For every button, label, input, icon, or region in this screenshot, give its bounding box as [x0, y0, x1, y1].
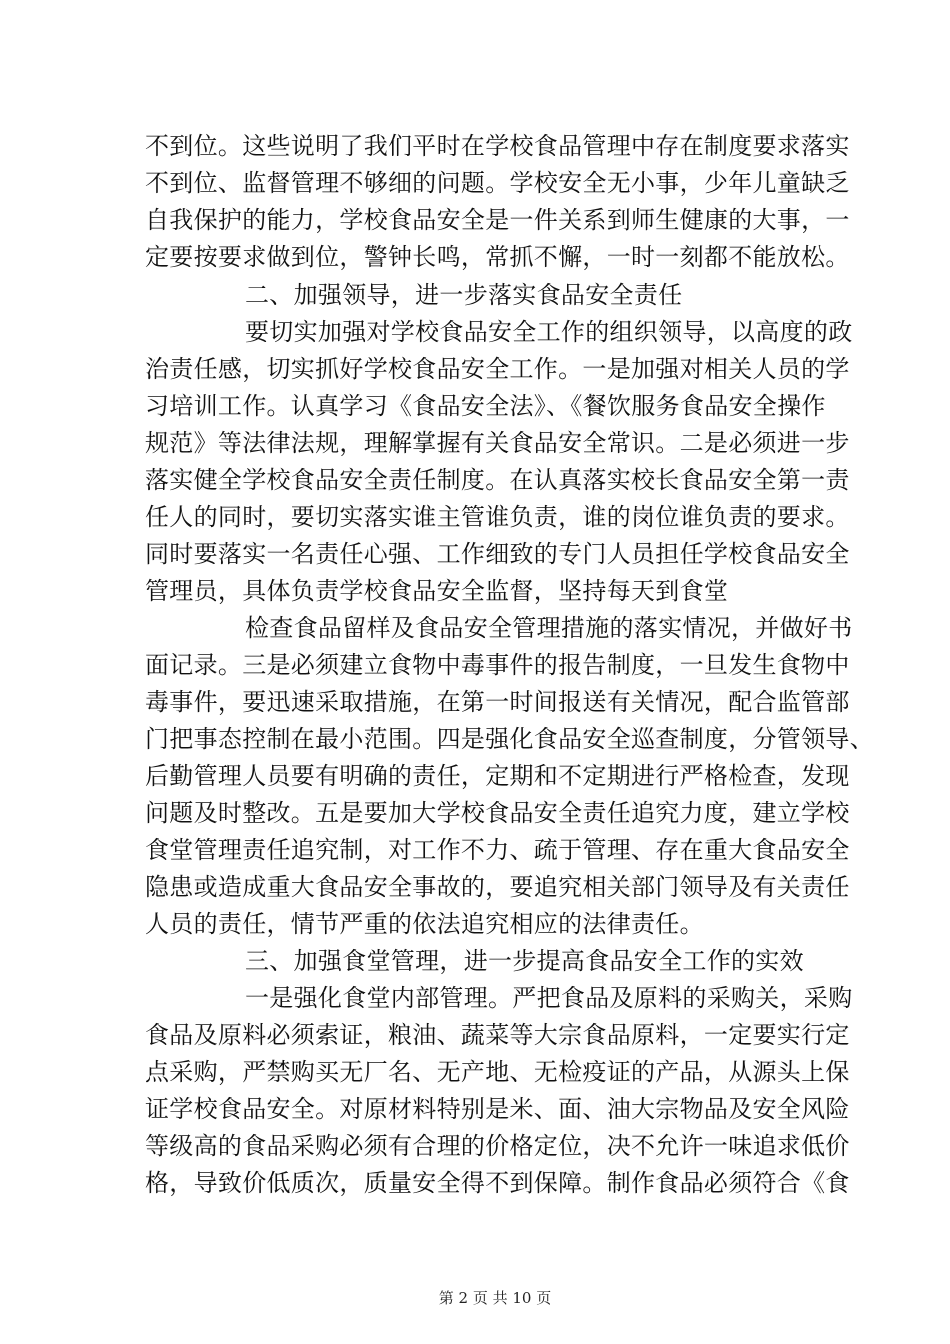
body-text-line: 落实健全学校食品安全责任制度。在认真落实校长食品安全第一责: [145, 466, 850, 494]
body-text-line: 证学校食品安全。对原材料特别是米、面、油大宗物品及安全风险: [145, 1095, 850, 1123]
body-text-line: 问题及时整改。五是要加大学校食品安全责任追究力度，建立学校: [145, 799, 850, 827]
body-text-line: 治责任感，切实抓好学校食品安全工作。一是加强对相关人员的学: [145, 355, 850, 383]
body-text-line: 食品及原料必须索证，粮油、蔬菜等大宗食品原料，一定要实行定: [145, 1021, 850, 1049]
body-text-line: 点采购，严禁购买无厂名、无产地、无检疫证的产品，从源头上保: [145, 1058, 850, 1086]
body-text-line: 食堂管理责任追究制，对工作不力、疏于管理、存在重大食品安全: [145, 836, 850, 864]
body-text-line: 等级高的食品采购必须有合理的价格定位，决不允许一味追求低价: [145, 1132, 850, 1160]
section-heading: 二、加强领导，进一步落实食品安全责任: [245, 281, 683, 309]
body-text-line: 要切实加强对学校食品安全工作的组织领导，以高度的政: [245, 318, 853, 346]
body-text-line: 不到位、监督管理不够细的问题。学校安全无小事，少年儿童缺乏: [145, 169, 850, 197]
body-text-line: 毒事件，要迅速采取措施，在第一时间报送有关情况，配合监管部: [145, 688, 850, 716]
body-text-line: 隐患或造成重大食品安全事故的，要追究相关部门领导及有关责任: [145, 873, 850, 901]
body-text-line: 门把事态控制在最小范围。四是强化食品安全巡查制度，分管领导、: [145, 725, 874, 753]
body-text-line: 后勤管理人员要有明确的责任，定期和不定期进行严格检查，发现: [145, 762, 850, 790]
body-text-line: 不到位。这些说明了我们平时在学校食品管理中存在制度要求落实: [145, 132, 850, 160]
body-text-line: 定要按要求做到位，警钟长鸣，常抓不懈，一时一刻都不能放松。: [145, 243, 850, 271]
body-text-line: 管理员，具体负责学校食品安全监督，坚持每天到食堂: [145, 577, 729, 605]
body-text-line: 人员的责任，情节严重的依法追究相应的法律责任。: [145, 910, 704, 938]
body-text-line: 检查食品留样及食品安全管理措施的落实情况，并做好书: [245, 614, 853, 642]
body-text-line: 一是强化食堂内部管理。严把食品及原料的采购关，采购: [245, 984, 853, 1012]
body-text-line: 同时要落实一名责任心强、工作细致的专门人员担任学校食品安全: [145, 540, 850, 568]
body-text-line: 任人的同时，要切实落实谁主管谁负责，谁的岗位谁负责的要求。: [145, 503, 850, 531]
section-heading: 三、加强食堂管理，进一步提高食品安全工作的实效: [245, 947, 804, 975]
body-text-line: 面记录。三是必须建立食物中毒事件的报告制度，一旦发生食物中: [145, 651, 850, 679]
page-number-footer: 第 2 页 共 10 页: [438, 1289, 552, 1307]
body-text-line: 习培训工作。认真学习《食品安全法》、《餐饮服务食品安全操作: [145, 392, 826, 420]
body-text-line: 自我保护的能力，学校食品安全是一件关系到师生健康的大事，一: [145, 206, 850, 234]
body-text-line: 规范》等法律法规，理解掌握有关食品安全常识。二是必须进一步: [145, 429, 850, 457]
body-text-line: 格，导致价低质次，质量安全得不到保障。制作食品必须符合《食: [145, 1169, 850, 1197]
